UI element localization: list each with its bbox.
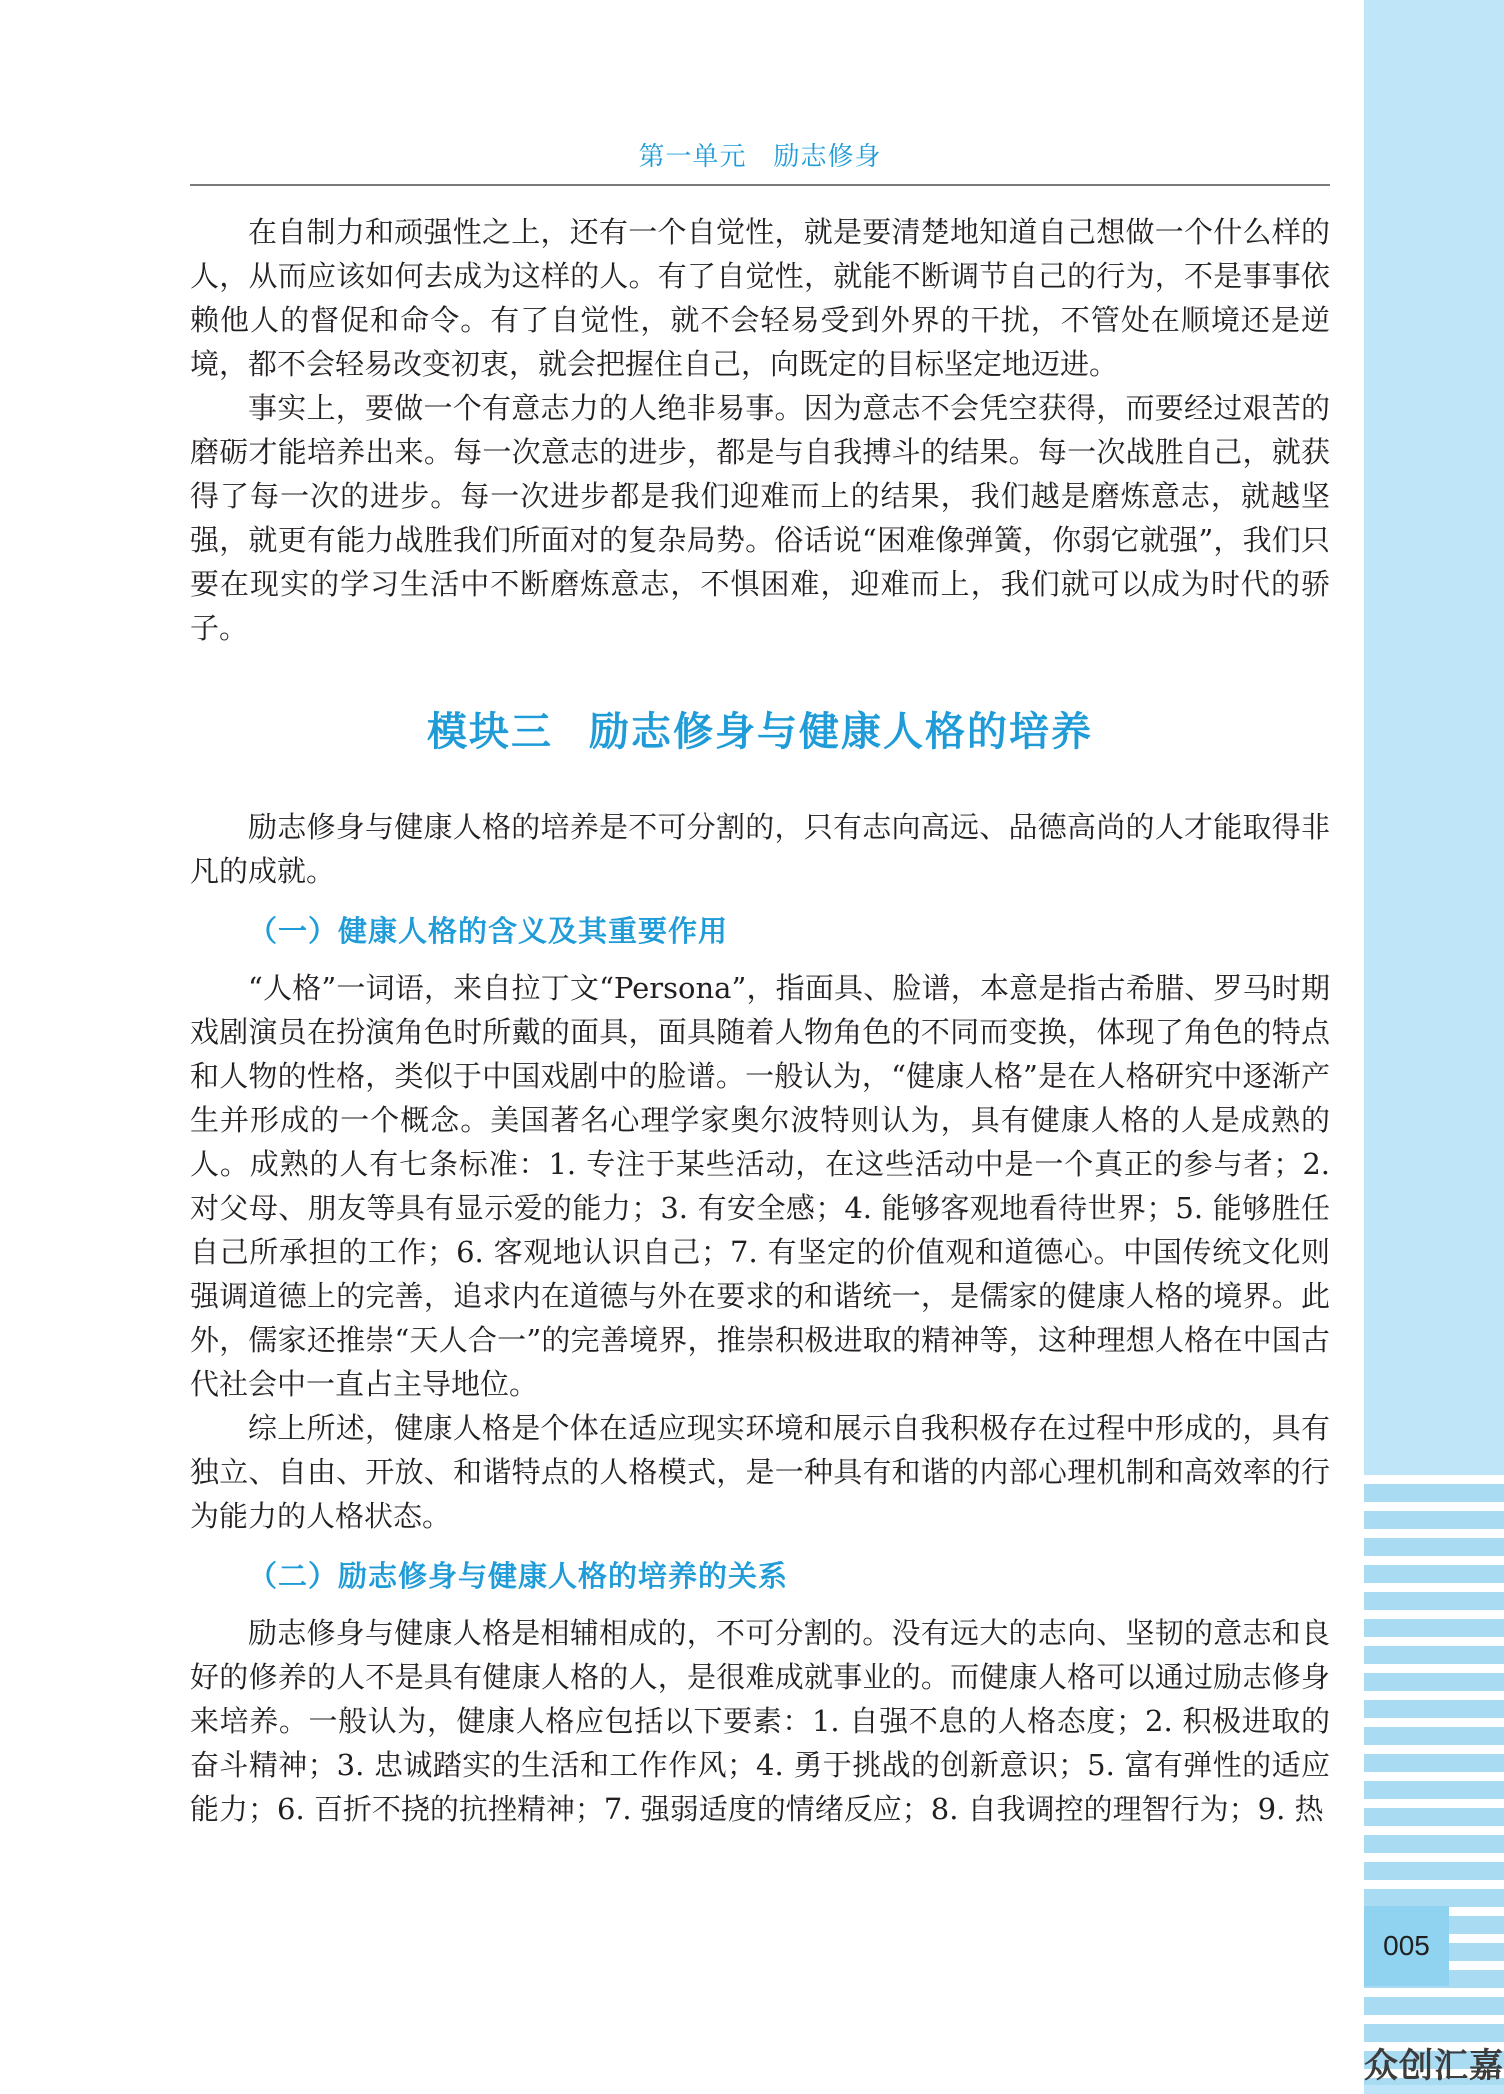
page-number-text: 005 <box>1383 1930 1430 1961</box>
intro-paragraph: 励志修身与健康人格的培养是不可分割的，只有志向高远、品德高尚的人才能取得非凡的成就。 <box>190 810 1330 888</box>
header-rule <box>190 184 1330 186</box>
paragraph: 事实上，要做一个有意志力的人绝非易事。因为意志不会凭空获得，而要经过艰苦的磨砺才能培养出来。每一次意志的进步，都是与自我搏斗的结果。每一次战胜自己，就获得了每一次的进步。每一次进步都是我们迎难而上的结果，我们越是磨炼意志，就越坚强，就更有能力战胜我们所面对的复杂局势。俗话说“困难像弹簧，你弱它就强”，我们只要在现实的学习生活中不断磨炼意志，不惧困难，迎难而上，我们就可以成为时代的骄子。 <box>190 391 1330 645</box>
watermark-text-b: 汇嘉 <box>1434 2046 1504 2086</box>
watermark-text-a: 众创 <box>1364 2046 1434 2086</box>
paragraph: 在自制力和顽强性之上，还有一个自觉性，就是要清楚地知道自己想做一个什么样的人，从而应该如何去成为这样的人。有了自觉性，就能不断调节自己的行为，不是事事依赖他人的督促和命令。有了自觉性，就不会轻易受到外界的干扰，不管处在顺境还是逆境，都不会轻易改变初衷，就会把握住自己，向既定的目标坚定地迈进。 <box>190 215 1330 381</box>
paragraph: “人格”一词语，来自拉丁文“Persona”，指面具、脸谱，本意是指古希腊、罗马时期戏剧演员在扮演角色时所戴的面具，面具随着人物角色的不同而变换，体现了角色的特点和人物的性格，类似于中国戏剧中的脸谱。一般认为，“健康人格”是在人格研究中逐渐产生并形成的一个概念。美国著名心理学家奥尔波特则认为，具有健康人格的人是成熟的人。成熟的人有七条标准：1. 专注于某些活动，在这些活动中是一个真正的参与者；2. 对父母、朋友等具有显示爱的能力；3. 有安全感；4. 能够客观地看待世界；5. 能够胜任自己所承担的工作；6. 客观地认识自己；7. 有坚定的价值观和道德心。中国传统文化则强调道德上的完善，追求内在道德与外在要求的和谐统一，是儒家的健康人格的境界。此外，儒家还推崇“天人合一”的完善境界，推崇积极进取的精神等，这种理想人格在中国古代社会中一直占主导地位。 <box>190 971 1330 1401</box>
module-title <box>190 700 1330 757</box>
module-label: 模块三 <box>427 709 553 755</box>
section-heading-1: （一）健康人格的含义及其重要作用 <box>248 914 729 948</box>
page-number <box>1364 1906 1449 1986</box>
watermark-logo <box>1350 2044 1504 2088</box>
paragraph: 励志修身与健康人格是相辅相成的，不可分割的。没有远大的志向、坚韧的意志和良好的修养的人不是具有健康人格的人，是很难成就事业的。而健康人格可以通过励志修身来培养。一般认为，健康人格应包括以下要素：1. 自强不息的人格态度；2. 积极进取的奋斗精神；3. 忠诚踏实的生活和工作作风；4. 勇于挑战的创新意识；5. 富有弹性的适应能力；6. 百折不挠的抗挫精神；7. 强弱适度的情绪反应；8. 自我调控的理智行为；9. 热 <box>190 1616 1330 1826</box>
running-header: 第一单元 励志修身 <box>638 142 882 172</box>
module-title-text: 励志修身与健康人格的培养 <box>589 709 1093 755</box>
side-stripes <box>1364 1475 1504 2085</box>
page-content <box>190 210 1330 1831</box>
section-heading-2: （二）励志修身与健康人格的培养的关系 <box>248 1559 789 1593</box>
paragraph: 综上所述，健康人格是个体在适应现实环境和展示自我积极存在过程中形成的，具有独立、自由、开放、和谐特点的人格模式，是一种具有和谐的内部心理机制和高效率的行为能力的人格状态。 <box>190 1411 1330 1533</box>
